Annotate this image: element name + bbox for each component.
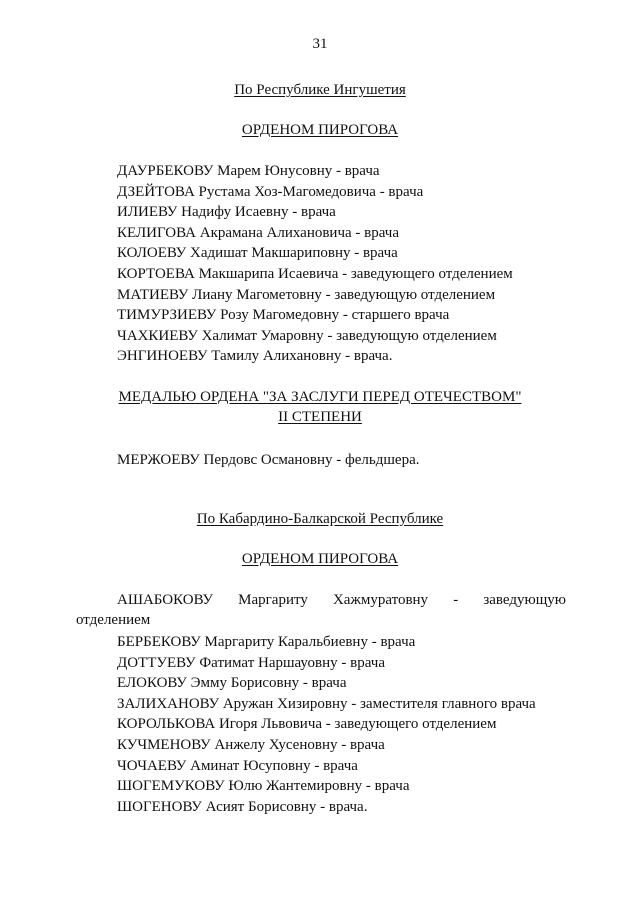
list-item: КОЛОЕВУ Хадишат Макшариповну - врача bbox=[117, 245, 398, 262]
list-item: ТИМУРЗИЕВУ Розу Магомедовну - старшего врача bbox=[117, 307, 450, 324]
award-heading-medal-line2: II СТЕПЕНИ bbox=[278, 409, 362, 425]
list-item: ДОТТУЕВУ Фатимат Наршауовну - врача bbox=[117, 654, 386, 671]
list-item: ШОГЕНОВУ Асият Борисовну - врача. bbox=[117, 798, 368, 815]
list-item: КЕЛИГОВА Акрамана Алихановича - врача bbox=[117, 224, 399, 241]
award-heading-pirogov-2: ОРДЕНОМ ПИРОГОВА bbox=[241, 551, 399, 567]
list-item: ЭНГИНОЕВУ Тамилу Алихановну - врача. bbox=[117, 348, 393, 365]
award-list-medal bbox=[117, 450, 419, 471]
award-list-ingushetia bbox=[117, 161, 513, 367]
list-item: ЕЛОКОВУ Эмму Борисовну - врача bbox=[117, 675, 347, 692]
list-item-continuation: отделением bbox=[76, 612, 151, 628]
list-item: ДЗЕЙТОВА Рустама Хоз-Магомедовича - врача bbox=[117, 183, 424, 200]
list-item: КОРТОЕВА Макшарипа Исаевича - заведующего отделением bbox=[117, 265, 513, 282]
list-item: БЕРБЕКОВУ Маргариту Каральбиевну - врача bbox=[117, 634, 416, 650]
list-item: ШОГЕМУКОВУ Юлю Жантемировну - врача bbox=[117, 778, 410, 795]
region-heading-kbr: По Кабардино-Балкарской Республике bbox=[196, 511, 444, 527]
list-item: ЗАЛИХАНОВУ Аружан Хизировну - заместителя главного врача bbox=[117, 695, 536, 712]
award-heading-medal-line1: МЕДАЛЬЮ ОРДЕНА "ЗА ЗАСЛУГИ ПЕРЕД ОТЕЧЕСТВОМ" bbox=[118, 389, 522, 405]
list-item: КУЧМЕНОВУ Анжелу Хусеновну - врача bbox=[117, 736, 385, 753]
list-item: МЕРЖОЕВУ Пердовс Османовну - фельдшера. bbox=[117, 452, 420, 468]
page-number: 31 bbox=[312, 36, 328, 52]
list-item: КОРОЛЬКОВА Игоря Львовича - заведующего отделением bbox=[117, 716, 497, 733]
award-list-kbr bbox=[117, 632, 536, 817]
list-item: ЧАХКИЕВУ Халимат Умаровну - заведующую отделением bbox=[117, 327, 497, 344]
award-heading-pirogov-1: ОРДЕНОМ ПИРОГОВА bbox=[241, 122, 399, 138]
list-item: ДАУРБЕКОВУ Марем Юнусовну - врача bbox=[117, 163, 380, 179]
region-heading-ingushetia: По Республике Ингушетия bbox=[234, 82, 406, 98]
list-item: ИЛИЕВУ Надифу Исаевну - врача bbox=[117, 204, 336, 221]
list-item: МАТИЕВУ Лиану Магометовну - заведующую отделением bbox=[117, 286, 496, 303]
list-item-justified: АШАБОКОВУ Маргариту Хажмуратовну - заведующую bbox=[117, 592, 566, 608]
list-item: ЧОЧАЕВУ Аминат Юсуповну - врача bbox=[117, 757, 358, 774]
